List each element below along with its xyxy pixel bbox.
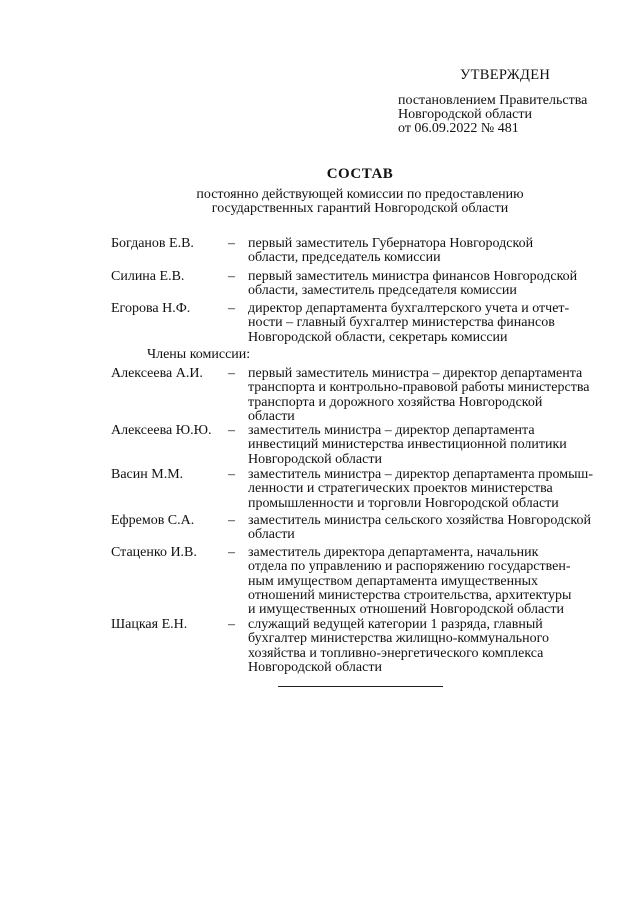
role-line: отношений министерства строительства, архитектуры [248, 587, 572, 603]
person-name: Стаценко И.В. [111, 545, 197, 560]
role-line: Новгородской области [248, 659, 382, 675]
person-name: Алексеева А.И. [111, 366, 203, 381]
subtitle-line: постоянно действующей комиссии по предоставлению [196, 187, 524, 202]
approval-line: Новгородской области [398, 107, 532, 123]
person-name: Егорова Н.Ф. [111, 301, 191, 316]
role-line: области, заместитель председателя комиссии [248, 283, 517, 299]
person-role [248, 546, 613, 617]
role-line: первый заместитель министра финансов Новгородской [248, 269, 578, 284]
dash-separator: – [228, 513, 235, 528]
person-name: Алексеева Ю.Ю. [111, 423, 212, 438]
members-heading: Члены комиссии: [147, 347, 251, 362]
person-role [248, 424, 613, 467]
dash-separator: – [228, 467, 235, 482]
role-line: служащий ведущей категории 1 разряда, главный [248, 617, 543, 632]
dash-separator: – [228, 423, 235, 438]
role-line: ленности и стратегических проектов министерства [248, 481, 553, 497]
person-role [248, 367, 613, 424]
role-line: и имущественных отношений Новгородской области [248, 602, 564, 618]
role-line: промышленности и торговли Новгородской области [248, 495, 559, 511]
role-line: транспорта и дорожного хозяйства Новгородской [248, 394, 543, 410]
approval-block [398, 68, 628, 137]
role-line: инвестиций министерства инвестиционной политики [248, 437, 567, 453]
person-name: Силина Е.В. [111, 269, 185, 284]
dash-separator: – [228, 545, 235, 560]
person-role [248, 237, 613, 266]
approval-stamp: УТВЕРЖДЕН [460, 67, 551, 83]
document-subtitle [0, 188, 640, 217]
person-role [248, 514, 613, 543]
person-name: Васин М.М. [111, 467, 184, 482]
closing-rule [278, 686, 443, 687]
role-line: ности – главный бухгалтер министерства финансов [248, 315, 555, 331]
person-name: Богданов Е.В. [111, 236, 194, 251]
person-role [248, 270, 613, 299]
person-name: Шацкая Е.Н. [111, 617, 188, 632]
role-line: первый заместитель Губернатора Новгородской [248, 236, 534, 251]
role-line: области [248, 408, 295, 424]
role-line: транспорта и контрольно-правовой работы министерства [248, 380, 590, 396]
dash-separator: – [228, 269, 235, 284]
role-line: области, председатель комиссии [248, 250, 441, 266]
role-line: отдела по управлению и распоряжению государствен- [248, 559, 571, 575]
person-role [248, 618, 613, 675]
person-role [248, 468, 613, 511]
person-name: Ефремов С.А. [111, 513, 195, 528]
role-line: хозяйства и топливно-энергетического комплекса [248, 645, 544, 661]
role-line: заместитель министра сельского хозяйства Новгородской [248, 513, 591, 528]
dash-separator: – [228, 301, 235, 316]
role-line: заместитель министра – директор департамента [248, 423, 535, 438]
role-line: Новгородской области [248, 451, 382, 467]
person-role [248, 302, 613, 345]
role-line: директор департамента бухгалтерского учета и отчет- [248, 301, 570, 316]
dash-separator: – [228, 366, 235, 381]
role-line: ным имуществом департамента имущественных [248, 573, 538, 589]
document-title: СОСТАВ [326, 166, 394, 182]
role-line: заместитель директора департамента, начальник [248, 545, 539, 560]
approval-line: от 06.09.2022 № 481 [398, 121, 519, 137]
subtitle-line: государственных гарантий Новгородской области [211, 201, 509, 217]
role-line: области [248, 527, 295, 543]
role-line: бухгалтер министерства жилищно-коммунального [248, 631, 550, 647]
role-line: Новгородской области, секретарь комиссии [248, 329, 508, 345]
role-line: заместитель министра – директор департамента промыш- [248, 467, 593, 482]
role-line: первый заместитель министра – директор департамента [248, 366, 583, 381]
approval-line: постановлением Правительства [398, 92, 588, 108]
dash-separator: – [228, 617, 235, 632]
dash-separator: – [228, 236, 235, 251]
